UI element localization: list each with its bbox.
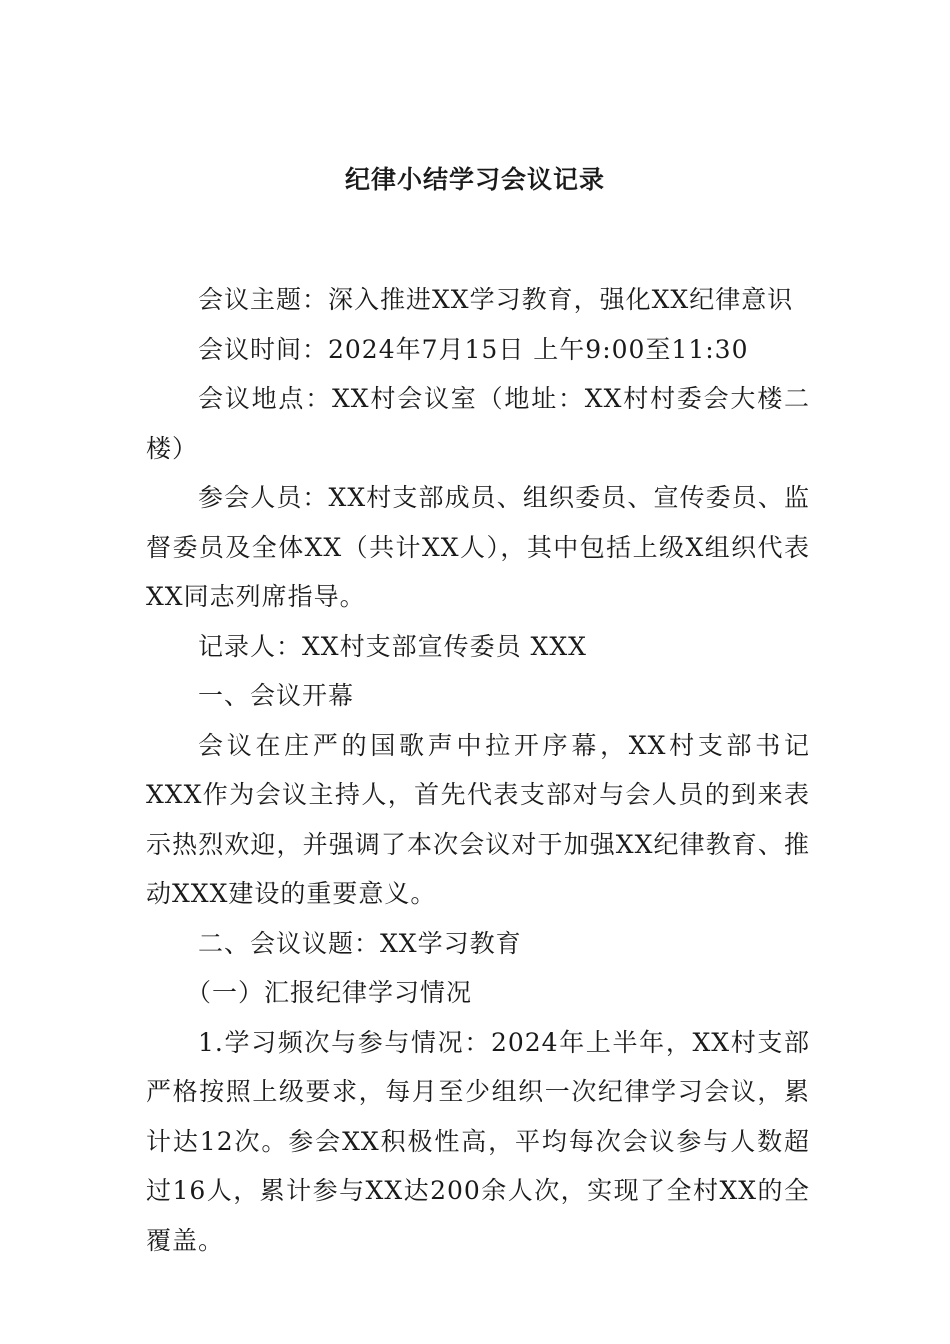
opening-paragraph: 会议在庄严的国歌声中拉开序幕，XX村支部书记XXX作为会议主持人，首先代表支部对与会人员的到来表示热烈欢迎，并强调了本次会议对于加强XX纪律教育、推动XXX建设的重要意义。 bbox=[146, 730, 810, 908]
study-frequency-paragraph: 1.学习频次与参与情况：2024年上半年，XX村支部严格按照上级要求，每月至少组织一次纪律学习会议，累计达12次。参会XX积极性高，平均每次会议参与人数超过16人，累计参与XX达200余人次，实现了全村XX的全覆盖。 bbox=[146, 1027, 810, 1255]
meeting-time: 会议时间：2024年7月15日 上午9:00至11:30 bbox=[198, 334, 749, 364]
section-heading-opening: 一、会议开幕 bbox=[198, 681, 355, 710]
meeting-topic: 会议主题：深入推进XX学习教育，强化XX纪律意识 bbox=[198, 285, 794, 314]
document-body bbox=[146, 275, 810, 1265]
meeting-location: 会议地点：XX村会议室（地址：XX村村委会大楼二楼） bbox=[146, 384, 810, 463]
section-heading-agenda: 二、会议议题：XX学习教育 bbox=[198, 928, 522, 958]
document-title: 纪律小结学习会议记录 bbox=[344, 165, 605, 194]
subsection-heading-report: （一）汇报纪律学习情况 bbox=[186, 978, 473, 1007]
meeting-attendees: 参会人员：XX村支部成员、组织委员、宣传委员、监督委员及全体XX（共计XX人），其中包括上级X组织代表XX同志列席指导。 bbox=[146, 483, 810, 611]
meeting-recorder: 记录人：XX村支部宣传委员 XXX bbox=[198, 631, 587, 661]
